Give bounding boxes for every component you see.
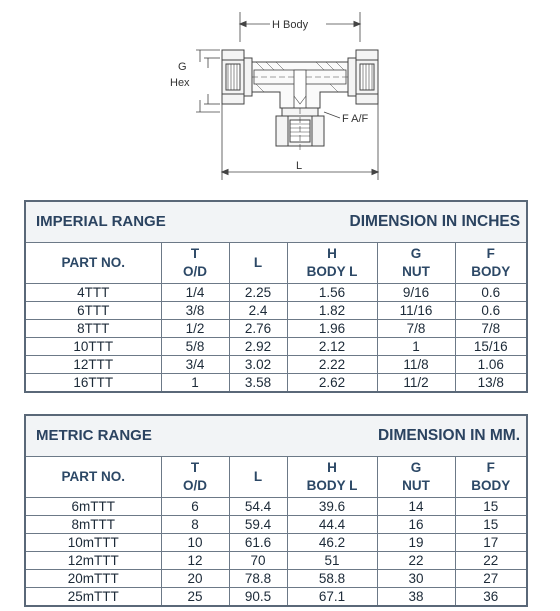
cell-g: 14 bbox=[377, 498, 455, 516]
table-row bbox=[25, 588, 527, 607]
cell-l: 3.58 bbox=[229, 374, 287, 393]
table-row bbox=[25, 552, 527, 570]
cell-h: 39.6 bbox=[287, 498, 377, 516]
cell-part-no: 12mTTT bbox=[25, 552, 161, 570]
cell-l: 2.76 bbox=[229, 320, 287, 338]
cell-t: 8 bbox=[161, 516, 229, 534]
cell-t: 3/4 bbox=[161, 356, 229, 374]
cell-f: 0.6 bbox=[455, 302, 527, 320]
cell-h: 1.56 bbox=[287, 284, 377, 302]
header-h: H BODY L bbox=[287, 243, 377, 284]
table-header-row bbox=[25, 243, 527, 284]
cell-l: 3.02 bbox=[229, 356, 287, 374]
table-row bbox=[25, 320, 527, 338]
cell-l: 90.5 bbox=[229, 588, 287, 607]
header-t: T O/D bbox=[161, 457, 229, 498]
cell-t: 25 bbox=[161, 588, 229, 607]
cell-f: 0.6 bbox=[455, 284, 527, 302]
header-f: F BODY bbox=[455, 243, 527, 284]
cell-f: 36 bbox=[455, 588, 527, 607]
header-g: G NUT bbox=[377, 243, 455, 284]
cell-h: 1.96 bbox=[287, 320, 377, 338]
cell-t: 5/8 bbox=[161, 338, 229, 356]
cell-g: 19 bbox=[377, 534, 455, 552]
cell-f: 13/8 bbox=[455, 374, 527, 393]
cell-part-no: 12TTT bbox=[25, 356, 161, 374]
cell-l: 2.4 bbox=[229, 302, 287, 320]
cell-part-no: 6mTTT bbox=[25, 498, 161, 516]
header-t: T O/D bbox=[161, 243, 229, 284]
table-title-row bbox=[25, 415, 527, 457]
cell-part-no: 8mTTT bbox=[25, 516, 161, 534]
cell-l: 54.4 bbox=[229, 498, 287, 516]
table-header-row bbox=[25, 457, 527, 498]
table-row bbox=[25, 534, 527, 552]
cell-l: 78.8 bbox=[229, 570, 287, 588]
cell-t: 1/2 bbox=[161, 320, 229, 338]
cell-f: 7/8 bbox=[455, 320, 527, 338]
table-row bbox=[25, 356, 527, 374]
cell-part-no: 4TTT bbox=[25, 284, 161, 302]
cell-f: 27 bbox=[455, 570, 527, 588]
cell-g: 7/8 bbox=[377, 320, 455, 338]
cell-part-no: 10TTT bbox=[25, 338, 161, 356]
cell-f: 22 bbox=[455, 552, 527, 570]
table-row bbox=[25, 284, 527, 302]
cell-g: 11/16 bbox=[377, 302, 455, 320]
cell-h: 2.62 bbox=[287, 374, 377, 393]
cell-g: 16 bbox=[377, 516, 455, 534]
cell-g: 11/8 bbox=[377, 356, 455, 374]
imperial-units-title: DIMENSION IN INCHES bbox=[349, 213, 521, 230]
metric-range-table bbox=[24, 414, 528, 607]
header-h: H BODY L bbox=[287, 457, 377, 498]
cell-h: 2.22 bbox=[287, 356, 377, 374]
cell-h: 44.4 bbox=[287, 516, 377, 534]
cell-h: 58.8 bbox=[287, 570, 377, 588]
cell-h: 2.12 bbox=[287, 338, 377, 356]
cell-l: 2.92 bbox=[229, 338, 287, 356]
h-body-label: H Body bbox=[272, 19, 309, 31]
table-row bbox=[25, 498, 527, 516]
cell-part-no: 25mTTT bbox=[25, 588, 161, 607]
header-part-no: PART NO. bbox=[25, 457, 161, 498]
cell-g: 22 bbox=[377, 552, 455, 570]
cell-part-no: 6TTT bbox=[25, 302, 161, 320]
cell-t: 1 bbox=[161, 374, 229, 393]
cell-l: 61.6 bbox=[229, 534, 287, 552]
table-row bbox=[25, 374, 527, 393]
cell-h: 1.82 bbox=[287, 302, 377, 320]
cell-l: 70 bbox=[229, 552, 287, 570]
cell-f: 15 bbox=[455, 516, 527, 534]
cell-g: 9/16 bbox=[377, 284, 455, 302]
cell-t: 10 bbox=[161, 534, 229, 552]
header-f: F BODY bbox=[455, 457, 527, 498]
cell-g: 1 bbox=[377, 338, 455, 356]
cell-h: 51 bbox=[287, 552, 377, 570]
table-row bbox=[25, 338, 527, 356]
table-title-row bbox=[25, 201, 527, 243]
cell-l: 59.4 bbox=[229, 516, 287, 534]
cell-part-no: 10mTTT bbox=[25, 534, 161, 552]
l-label: L bbox=[296, 160, 303, 172]
imperial-range-table bbox=[24, 200, 528, 393]
table-row bbox=[25, 570, 527, 588]
table-row bbox=[25, 302, 527, 320]
table-row bbox=[25, 516, 527, 534]
cell-t: 20 bbox=[161, 570, 229, 588]
cell-g: 11/2 bbox=[377, 374, 455, 393]
cell-part-no: 20mTTT bbox=[25, 570, 161, 588]
cell-t: 12 bbox=[161, 552, 229, 570]
cell-t: 3/8 bbox=[161, 302, 229, 320]
cell-t: 6 bbox=[161, 498, 229, 516]
cell-f: 17 bbox=[455, 534, 527, 552]
metric-range-title: METRIC RANGE bbox=[36, 427, 152, 444]
cell-part-no: 8TTT bbox=[25, 320, 161, 338]
header-part-no: PART NO. bbox=[25, 243, 161, 284]
cell-part-no: 16TTT bbox=[25, 374, 161, 393]
cell-h: 67.1 bbox=[287, 588, 377, 607]
header-g: G NUT bbox=[377, 457, 455, 498]
cell-f: 15/16 bbox=[455, 338, 527, 356]
cell-l: 2.25 bbox=[229, 284, 287, 302]
g-label: G bbox=[178, 61, 187, 73]
cell-g: 30 bbox=[377, 570, 455, 588]
metric-units-title: DIMENSION IN MM. bbox=[377, 427, 521, 444]
header-l: L bbox=[229, 457, 287, 498]
cell-g: 38 bbox=[377, 588, 455, 607]
union-tee-drawing bbox=[160, 0, 400, 190]
cell-f: 1.06 bbox=[455, 356, 527, 374]
header-l: L bbox=[229, 243, 287, 284]
f-af-label: F A/F bbox=[342, 113, 369, 125]
cell-t: 1/4 bbox=[161, 284, 229, 302]
cell-f: 15 bbox=[455, 498, 527, 516]
cell-h: 46.2 bbox=[287, 534, 377, 552]
hex-label: Hex bbox=[170, 77, 190, 89]
imperial-range-title: IMPERIAL RANGE bbox=[36, 213, 166, 230]
